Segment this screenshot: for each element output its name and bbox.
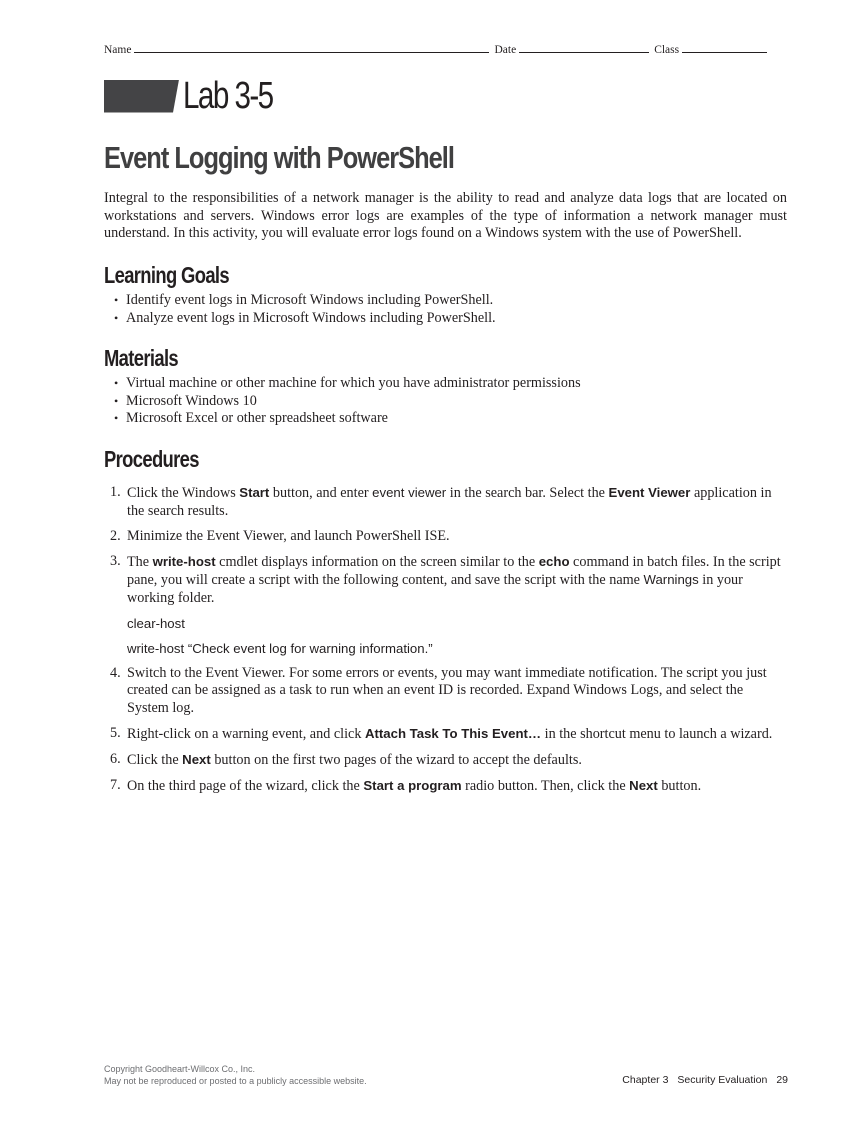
class-field-line[interactable] [682,43,767,53]
next-button-ref: Next [629,777,658,793]
procedure-step-2: 2. Minimize the Event Viewer, and launch PowerShell ISE. [110,527,450,544]
next-button-ref: Next [182,751,211,767]
bullet-icon: • [114,411,119,425]
lab-number: Lab 3-5 [183,75,273,117]
materials-list [104,375,581,428]
learning-goals-list [104,292,496,327]
learning-goals-heading: Learning Goals [104,262,229,288]
bullet-icon: • [114,310,119,325]
attach-task-ref: Attach Task To This Event… [364,725,542,741]
date-field-line[interactable] [519,43,649,53]
script-line: clear-host [127,615,185,631]
procedures-list [104,484,787,803]
procedure-step-4: 4. Switch to the Event Viewer. For some errors or events, you may want immediate notification. The script you just created can be assigned as a task to run when an event ID is recorded. Expand Windows Logs, and select the System log. [110,664,767,716]
write-host-ref: write-host [152,553,216,569]
bullet-icon: • [114,293,119,307]
start-program-ref: Start a program [363,777,462,793]
lab-heading [104,76,298,116]
list-item: • Analyze event logs in Microsoft Windows including PowerShell. [114,309,496,326]
name-label: Name [104,44,132,56]
chapter-title: Security Evaluation [677,1074,768,1086]
event-viewer-ref: Event Viewer [608,485,691,500]
procedure-step-5: 5. Right-click on a warning event, and click Attach Task To This Event… in the shortcut menu to launch a wizard. [110,724,773,742]
procedure-step-3: 3. The write-host cmdlet displays information on the screen similar to the echo command in batch files. In the script pane, you will create a script with the following content, and save the script with the name Warnings in your working folder. clear-host write-host “Check event log for warning information.” [104,553,787,658]
list-item: • Virtual machine or other machine for which you have administrator permissions [114,375,581,391]
class-label: Class [654,44,680,56]
list-item: • Microsoft Excel or other spreadsheet software [114,410,388,426]
start-button-ref: Start [239,485,270,500]
date-label: Date [494,44,517,56]
procedure-step-1: 1. Click the Windows Start button, and enter event viewer in the search bar. Select the Event Viewer application in the search results. [110,484,772,519]
list-item: • Identify event logs in Microsoft Windows including PowerShell. [114,292,494,308]
bullet-icon: • [114,376,119,390]
name-field-line[interactable] [134,43,489,53]
page-footer [613,1074,788,1086]
echo-ref: echo [538,553,570,569]
search-term: event viewer [372,485,447,500]
materials-heading: Materials [104,345,179,371]
filename-ref: Warnings [643,572,699,587]
procedures-heading: Procedures [104,446,199,472]
page-number: 29 [776,1074,788,1086]
page-title: Event Logging with PowerShell [104,140,454,175]
chapter-label: Chapter 3 [622,1074,669,1086]
procedure-step-7: 7. On the third page of the wizard, click the Start a program radio button. Then, click the Next button. [110,776,702,794]
intro-paragraph: Integral to the responsibilities of a network manager is the ability to read and analyze data logs that are located on workstations and servers. Windows error logs are examples of the type of information a network manager must understand. In this activity, you will evaluate error logs found on a Windows system with the use of PowerShell. [104,190,787,241]
student-info-header [104,43,787,56]
lab-bar-decoration [104,80,179,113]
copyright-notice: Copyright Goodheart-Willcox Co., Inc. May not be reproduced or posted to a publicly accessible website. [104,1064,367,1086]
bullet-icon: • [114,393,119,408]
script-line: write-host “Check event log for warning information.” [127,640,433,656]
procedure-step-6: 6. Click the Next button on the first two pages of the wizard to accept the defaults. [110,750,582,768]
list-item: • Microsoft Windows 10 [114,392,257,409]
